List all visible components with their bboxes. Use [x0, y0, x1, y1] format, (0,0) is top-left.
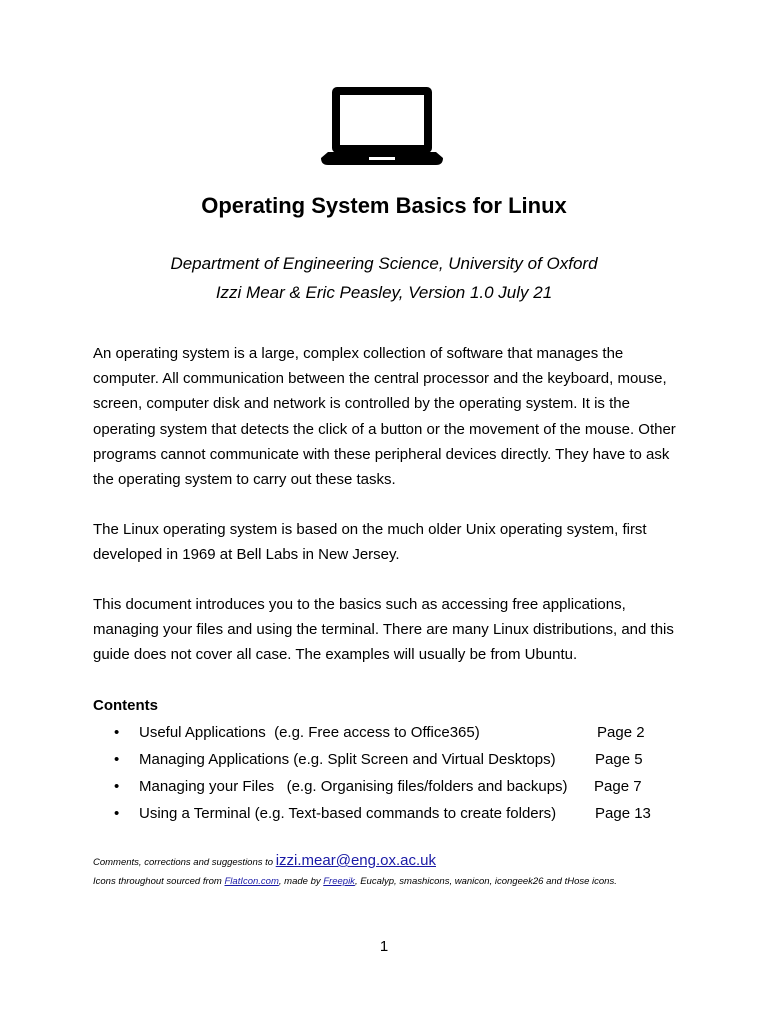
page-title: Operating System Basics for Linux	[201, 193, 567, 218]
contents-item-text: Managing your Files (e.g. Organising files/folders and backups)	[139, 778, 568, 795]
bullet: •	[114, 805, 120, 822]
contents-heading: Contents	[93, 697, 158, 714]
document-overview-paragraph: This document introduces you to the basics such as accessing free applications, managing your files and using the terminal. There are many Linux distributions, and this guide does not cover all case. The examples will usually be from Ubuntu.	[93, 596, 674, 664]
icon-credits	[93, 876, 617, 887]
icons-prefix: Icons throughout sourced from	[93, 876, 222, 887]
bullet: •	[114, 724, 120, 741]
laptop-icon	[321, 85, 443, 167]
freepik-link[interactable]: Freepik	[323, 876, 355, 887]
intro-paragraph: An operating system is a large, complex collection of software that manages the computer. All communication between the central processor and the keyboard, mouse, screen, computer disk and network is controlled by the operating system. It is the operating system that detects the click of a button or the movement of the mouse. Other programs cannot communicate with these peripheral devices directly. They have to ask the operating system to carry out these tasks.	[93, 345, 676, 489]
contents-item-page: Page 2	[597, 724, 645, 741]
contents-item[interactable]	[0, 800, 768, 827]
made-by-text: , made by	[278, 876, 321, 887]
contents-item-text: Useful Applications (e.g. Free access to Office365)	[139, 724, 480, 741]
contents-list	[0, 719, 768, 827]
linux-history-paragraph: The Linux operating system is based on the much older Unix operating system, first developed in 1969 at Bell Labs in New Jersey.	[93, 521, 647, 564]
contents-item[interactable]	[0, 773, 768, 800]
flaticon-link[interactable]: FlatIcon.com	[224, 876, 279, 887]
comments-note	[93, 852, 436, 869]
contents-item-page: Page 13	[595, 805, 651, 822]
bullet: •	[114, 778, 120, 795]
contents-item-text: Using a Terminal (e.g. Text-based commands to create folders)	[139, 805, 557, 822]
email-link[interactable]: izzi.mear@eng.ox.ac.uk	[275, 852, 436, 869]
authors-line: Izzi Mear & Eric Peasley, Version 1.0 July 21	[215, 283, 553, 302]
contents-item-text: Managing Applications (e.g. Split Screen and Virtual Desktops)	[139, 751, 556, 768]
contents-item-page: Page 5	[595, 751, 643, 768]
comments-prefix: Comments, corrections and suggestions to	[93, 857, 274, 868]
bullet: •	[114, 751, 120, 768]
icons-suffix: , Eucalyp, smashicons, wanicon, icongeek26 and tHose icons.	[354, 876, 617, 887]
contents-item-page: Page 7	[594, 778, 642, 795]
contents-item[interactable]	[0, 719, 768, 746]
department-line: Department of Engineering Science, University of Oxford	[170, 254, 598, 273]
contents-item[interactable]	[0, 746, 768, 773]
page-number: 1	[379, 938, 389, 955]
